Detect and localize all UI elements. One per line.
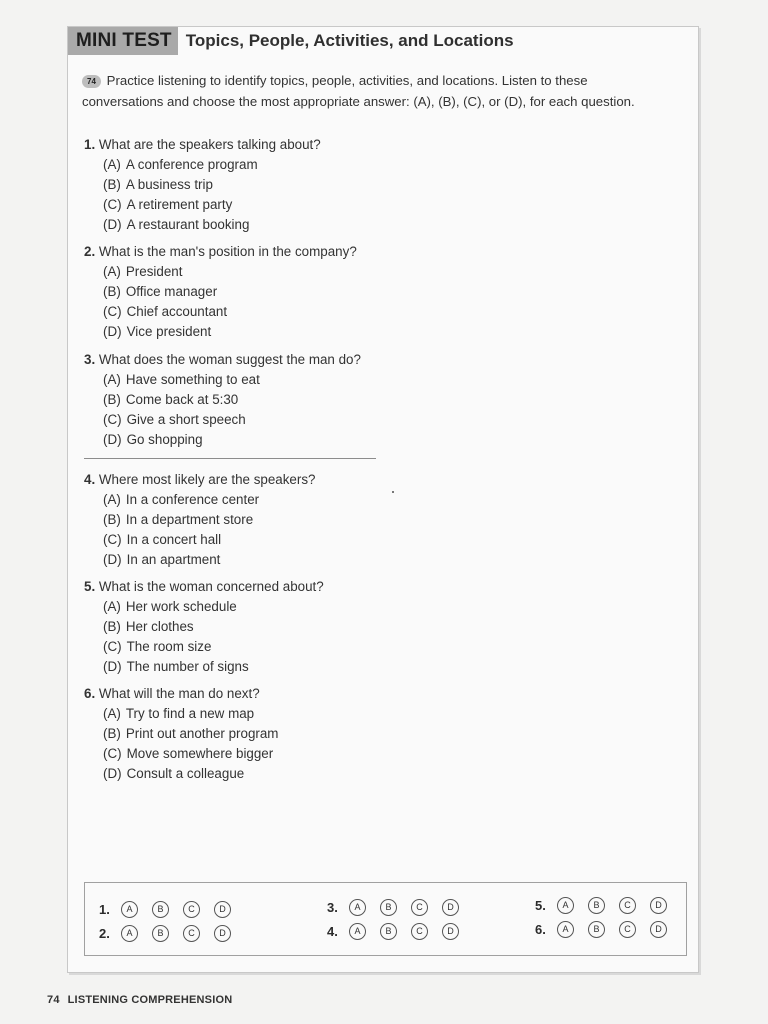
answer-bubble-c[interactable]: C — [619, 897, 636, 914]
question-number: 3. — [84, 352, 96, 367]
answer-bubble-c[interactable]: C — [183, 925, 200, 942]
answer-bubble-d[interactable]: D — [650, 897, 667, 914]
answer-row-3: 3. A B C D — [327, 897, 473, 917]
question-number: 5. — [84, 579, 96, 594]
option-b[interactable]: (B) Come back at 5:30 — [103, 392, 239, 407]
option-b[interactable]: (B) Her clothes — [103, 619, 194, 634]
answer-bubble-a[interactable]: A — [121, 925, 138, 942]
title-bar — [68, 28, 698, 54]
print-speck — [392, 491, 394, 493]
option-c[interactable]: (C) In a concert hall — [103, 532, 222, 547]
answer-bubble-a[interactable]: A — [121, 901, 138, 918]
question-text: What is the man's position in the company? — [98, 244, 357, 259]
answer-bubble-a[interactable]: A — [557, 921, 574, 938]
answer-row-2: 2. A B C D — [99, 923, 245, 943]
option-a[interactable]: (A) In a conference center — [103, 492, 260, 507]
page-footer — [47, 994, 232, 1006]
question-number: 2. — [84, 244, 96, 259]
answer-bubble-b[interactable]: B — [588, 921, 605, 938]
answer-bubble-c[interactable]: C — [411, 899, 428, 916]
option-c[interactable]: (C) A retirement party — [103, 197, 233, 212]
question-text: What is the woman concerned about? — [98, 579, 324, 594]
answer-row-5: 5. A B C D — [535, 895, 681, 915]
answer-bubble-d[interactable]: D — [214, 925, 231, 942]
question-1 — [84, 135, 321, 235]
answer-bubble-a[interactable]: A — [349, 923, 366, 940]
option-d[interactable]: (D) The number of signs — [103, 659, 249, 674]
question-2 — [84, 242, 357, 342]
option-d[interactable]: (D) Go shopping — [103, 432, 203, 447]
option-d[interactable]: (D) A restaurant booking — [103, 217, 250, 232]
answer-bubble-b[interactable]: B — [380, 899, 397, 916]
answer-bubble-d[interactable]: D — [214, 901, 231, 918]
option-b[interactable]: (B) In a department store — [103, 512, 254, 527]
option-b[interactable]: (B) A business trip — [103, 177, 213, 192]
answer-row-1: 1. A B C D — [99, 899, 245, 919]
instructions-text: Practice listening to identify topics, people, activities, and locations. Listen to these conversations and choose the most appropriate answer: (A), (B), (C), or (D), for each question. — [82, 73, 635, 109]
option-b[interactable]: (B) Office manager — [103, 284, 218, 299]
answer-bubble-d[interactable]: D — [442, 923, 459, 940]
question-4 — [84, 470, 315, 570]
question-number: 1. — [84, 137, 96, 152]
option-c[interactable]: (C) Give a short speech — [103, 412, 246, 427]
question-text: Where most likely are the speakers? — [98, 472, 316, 487]
question-text: What will the man do next? — [98, 686, 260, 701]
answer-bubble-c[interactable]: C — [183, 901, 200, 918]
question-text: What does the woman suggest the man do? — [98, 352, 361, 367]
option-a[interactable]: (A) Her work schedule — [103, 599, 237, 614]
option-a[interactable]: (A) A conference program — [103, 157, 258, 172]
answer-bubble-d[interactable]: D — [442, 899, 459, 916]
answer-bubble-d[interactable]: D — [650, 921, 667, 938]
page-title: Topics, People, Activities, and Locations — [185, 31, 514, 50]
option-d[interactable]: (D) In an apartment — [103, 552, 221, 567]
answer-bubble-c[interactable]: C — [411, 923, 428, 940]
question-number: 4. — [84, 472, 96, 487]
section-name: LISTENING COMPREHENSION — [67, 994, 233, 1006]
question-6 — [84, 684, 278, 784]
answer-bubble-a[interactable]: A — [349, 899, 366, 916]
option-b[interactable]: (B) Print out another program — [103, 726, 279, 741]
option-c[interactable]: (C) The room size — [103, 639, 212, 654]
answer-bubble-b[interactable]: B — [588, 897, 605, 914]
answer-bubble-b[interactable]: B — [152, 901, 169, 918]
answer-row-4: 4. A B C D — [327, 921, 473, 941]
option-a[interactable]: (A) Try to find a new map — [103, 706, 255, 721]
answer-bubble-b[interactable]: B — [152, 925, 169, 942]
option-a[interactable]: (A) President — [103, 264, 183, 279]
instructions — [82, 70, 672, 112]
section-divider — [84, 458, 376, 459]
question-text: What are the speakers talking about? — [98, 137, 321, 152]
question-number: 6. — [84, 686, 96, 701]
question-3 — [84, 350, 361, 450]
mini-test-badge: MINI TEST — [68, 27, 178, 55]
option-d[interactable]: (D) Consult a colleague — [103, 766, 245, 781]
answer-bubble-b[interactable]: B — [380, 923, 397, 940]
option-c[interactable]: (C) Move somewhere bigger — [103, 746, 274, 761]
question-5 — [84, 577, 324, 677]
answer-sheet — [84, 882, 687, 956]
option-d[interactable]: (D) Vice president — [103, 324, 212, 339]
answer-row-6: 6. A B C D — [535, 919, 681, 939]
option-c[interactable]: (C) Chief accountant — [103, 304, 228, 319]
answer-bubble-c[interactable]: C — [619, 921, 636, 938]
option-a[interactable]: (A) Have something to eat — [103, 372, 260, 387]
audio-track-icon[interactable]: 74 — [82, 75, 101, 88]
page-number: 74 — [47, 994, 60, 1006]
answer-bubble-a[interactable]: A — [557, 897, 574, 914]
